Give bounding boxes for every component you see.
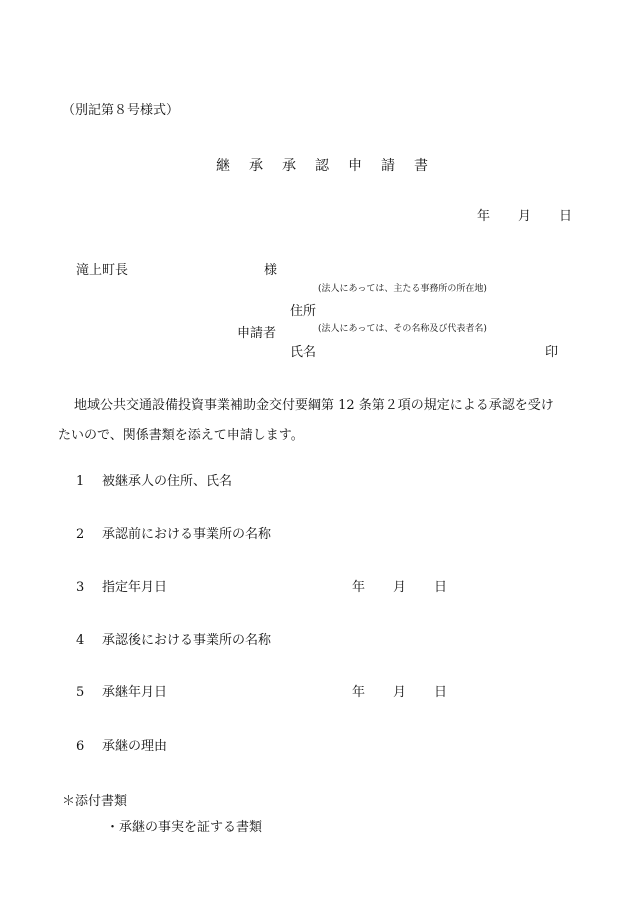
date-day-label: 日 — [559, 209, 573, 224]
item-number: 6 — [76, 739, 85, 754]
addressee-name: 滝上町長 — [76, 263, 129, 278]
addressee-honorific: 様 — [264, 263, 278, 278]
item-number: 5 — [76, 685, 85, 700]
title-char: 申 — [348, 158, 362, 174]
item-label: 承継の理由 — [102, 739, 168, 754]
document-title — [216, 159, 428, 173]
item-label: 指定年月日 — [102, 580, 168, 595]
title-char: 承 — [249, 158, 263, 174]
name-note: (法人にあっては、その名称及び代表者名) — [318, 324, 487, 334]
item-number: 4 — [76, 633, 85, 648]
title-char: 認 — [315, 158, 329, 174]
item-month-label: 月 — [393, 685, 407, 700]
title-char: 承 — [282, 158, 296, 174]
item-number: 2 — [76, 527, 85, 542]
item-label: 承認前における事業所の名称 — [102, 527, 272, 542]
item-day-label: 日 — [434, 685, 448, 700]
item-number: 1 — [76, 474, 85, 489]
body-line-2: たいので、関係書類を添えて申請します。 — [58, 428, 304, 443]
address-label: 住所 — [290, 304, 317, 319]
title-char: 書 — [414, 158, 428, 174]
item-number: 3 — [76, 580, 85, 595]
form-number-label: （別記第８号様式） — [62, 103, 180, 118]
item-year-label: 年 — [352, 580, 366, 595]
item-month-label: 月 — [393, 580, 407, 595]
date-month-label: 月 — [518, 209, 532, 224]
item-label: 承認後における事業所の名称 — [102, 633, 272, 648]
title-char: 請 — [381, 158, 395, 174]
item-day-label: 日 — [434, 580, 448, 595]
attachment-item: ・承継の事実を証する書類 — [106, 820, 263, 835]
date-year-label: 年 — [477, 209, 491, 224]
title-char: 継 — [216, 158, 230, 174]
item-label: 承継年月日 — [102, 685, 168, 700]
seal-mark: 印 — [545, 345, 559, 360]
address-note: (法人にあっては、主たる事務所の所在地) — [318, 284, 487, 294]
applicant-role-label: 申請者 — [237, 326, 277, 341]
item-label: 被継承人の住所、氏名 — [102, 474, 233, 489]
item-year-label: 年 — [352, 685, 366, 700]
name-label: 氏名 — [290, 345, 317, 360]
attachments-heading: ＊添付書類 — [62, 794, 128, 809]
body-line-1: 地域公共交通設備投資事業補助金交付要綱第 12 条第２項の規定による承認を受け — [74, 398, 554, 413]
body-paragraph — [58, 391, 578, 451]
